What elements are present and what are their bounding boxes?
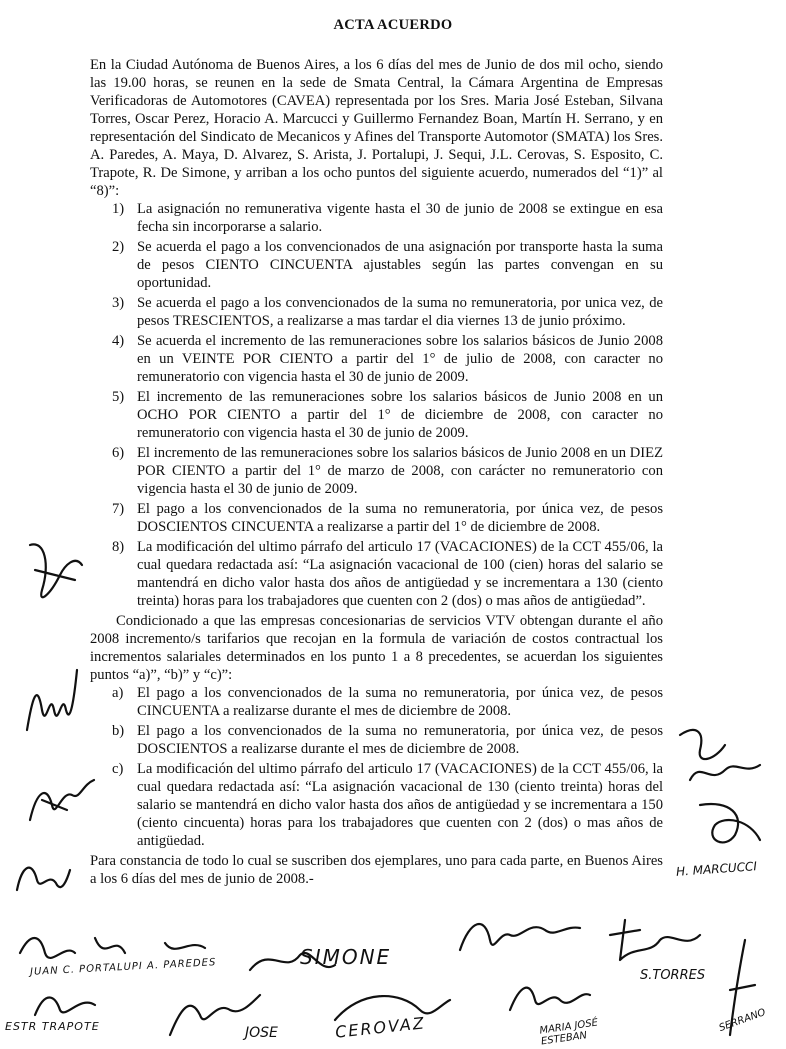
signature-left-3	[22, 770, 102, 830]
signature-right-2	[690, 795, 770, 855]
agreement-point	[90, 388, 663, 442]
agreement-point	[90, 332, 663, 386]
agreement-point	[90, 500, 663, 536]
point-text: Se acuerda el pago a los convencionados de la suma no remuneratoria, por unica vez, de pesos TRESCIENTOS, a realizarse a mas tardar el dia viernes 13 de junio próximo.	[137, 295, 663, 329]
agreement-point	[90, 200, 663, 236]
conditional-points-list	[90, 684, 663, 850]
signature-esteban	[500, 965, 600, 1025]
point-text: El pago a los convencionados de la suma no remuneratoria, por única vez, de pesos DOSCIENTOS CINCUENTA a realizarse a partir del 1° de diciembre de 2008.	[137, 501, 663, 535]
point-text: Se acuerda el pago a los convencionados de una asignación por transporte hasta la suma de pesos CIENTO CINCUENTA ajustables según las partes convengan en su oportunidad.	[137, 239, 663, 291]
point-letter: b)	[112, 723, 125, 739]
agreement-point	[90, 238, 663, 292]
agreement-points-list	[90, 200, 663, 610]
point-letter: c)	[112, 761, 124, 777]
signature-name-simone: SIMONE	[300, 945, 392, 969]
document-body	[90, 56, 663, 888]
point-number: 8)	[112, 539, 125, 555]
point-text: La asignación no remunerativa vigente hasta el 30 de junio de 2008 se extingue en esa fecha sin incorporarse a salario.	[137, 201, 663, 235]
agreement-point	[90, 538, 663, 610]
signature-name-jose: JOSE	[245, 1025, 278, 1041]
conditional-point	[90, 760, 663, 850]
signature-name-trapote: ESTR TRAPOTE	[5, 1020, 100, 1033]
signature-trapote	[25, 985, 125, 1025]
signature-right-1	[670, 715, 770, 795]
signature-left-2	[22, 660, 82, 740]
intro-paragraph: En la Ciudad Autónoma de Buenos Aires, a los 6 días del mes de Junio de dos mil ocho, siendo las 19.00 horas, se reunen en la sede de Smata Central, la Cámara Argentina de Empresas Verificadoras de Automotores (CAVEA) representada por los Sres. Maria José Esteban, Silvana Torres, Oscar Perez, Horacio A. Marcucci y Guillermo Fernandez Boan, Martín H. Serrano, y en representación del Sindicato de Mecanicos y Afines del Transporte Automotor (SMATA) los Sres. A. Paredes, A. Maya, D. Alvarez, S. Arista, J. Portalupi, J. Sequi, J.L. Cerovas, S. Esposito, C. Trapote, R. De Simone, y arriban a los ocho puntos del siguiente acuerdo, numerados del “1)” al “8)”:	[90, 57, 663, 199]
signature-bottom-center	[450, 910, 590, 970]
point-text: El incremento de las remuneraciones sobre los salarios básicos de Junio 2008 en un DIEZ POR CIENTO a partir del 1° de marzo de 2008, con carácter no remuneratorio con vigencia hasta el 30 de junio de 2009.	[137, 445, 663, 497]
point-number: 7)	[112, 501, 125, 517]
point-number: 3)	[112, 295, 125, 311]
point-text: La modificación del ultimo párrafo del articulo 17 (VACACIONES) de la CCT 455/06, la cual quedara redactada así: “La asignación vacacional de 100 (cien) horas del salario se mantendrá en dicho valor hasta dos años de antigüedad y se incrementara a 130 (ciento treinta) horas para los trabajadores que cuenten con 2 (dos) o mas años de antigüedad”.	[137, 539, 663, 609]
point-text: Se acuerda el incremento de las remuneraciones sobre los salarios básicos de Junio 2008 en un VEINTE POR CIENTO a partir del 1° de julio de 2008, con caracter no remuneratorio con vigencia hasta el 30 de junio de 2009.	[137, 333, 663, 385]
closing-paragraph: Para constancia de todo lo cual se suscriben dos ejemplares, uno para cada parte, en Buenos Aires a los 6 días del mes de junio de 2008.-	[90, 853, 663, 887]
signature-name-cerovaz: CEROVAZ	[334, 1013, 427, 1042]
document-title: ACTA ACUERDO	[333, 17, 453, 33]
point-number: 6)	[112, 445, 125, 461]
point-number: 2)	[112, 239, 125, 255]
signature-name-torres: S.TORRES	[640, 968, 706, 983]
conditional-paragraph: Condicionado a que las empresas concesionarias de servicios VTV obtengan durante el año 2008 incremento/s tarifarios que recojan en la formula de variación de costos contractual los incrementos salariales determinados en los punto 1 a 8 precedentes, se acuerdan los siguientes puntos “a)”, “b)” y “c)”:	[90, 613, 663, 683]
conditional-point	[90, 722, 663, 758]
point-number: 4)	[112, 333, 125, 349]
point-text: El incremento de las remuneraciones sobre los salarios básicos de Junio 2008 en un OCHO POR CIENTO a partir del 1° de diciembre de 2008, con caracter no remuneratorio con vigencia hasta el 30 de junio de 2009.	[137, 389, 663, 441]
point-text: El pago a los convencionados de la suma no remuneratoria, por única vez, de pesos DOSCIENTOS a realizarse durante el mes de diciembre de 2008.	[137, 723, 663, 757]
point-number: 5)	[112, 389, 125, 405]
signature-bottom-right	[600, 915, 720, 975]
conditional-point	[90, 684, 663, 720]
signature-left-4	[12, 850, 72, 900]
point-text: La modificación del ultimo párrafo del articulo 17 (VACACIONES) de la CCT 455/06, la cual quedara redactada así: “La asignación vacacional de 130 (ciento treinta) horas del salario se mantendrá en dicho valor hasta dos años de antigüedad y se incrementara a 150 (ciento cincuenta) horas para los trabajadores que cuenten con 2 (dos) o mas años de antigüedad.	[137, 761, 663, 849]
agreement-point	[90, 294, 663, 330]
signature-name-paredes: JUAN C. PORTALUPI A. PAREDES	[29, 957, 217, 978]
signature-name-serrano: SERRANO	[717, 1006, 768, 1035]
point-text: El pago a los convencionados de la suma no remuneratoria, por única vez, de pesos CINCUENTA a realizarse durante el mes de diciembre de 2008.	[137, 685, 663, 719]
agreement-point	[90, 444, 663, 498]
signature-name-marcucci: H. MARCUCCI	[675, 859, 758, 879]
point-letter: a)	[112, 685, 124, 701]
point-number: 1)	[112, 201, 125, 217]
signature-name-esteban: MARIA JOSÉ ESTEBAN	[538, 1017, 599, 1048]
signature-left-1	[20, 535, 90, 615]
